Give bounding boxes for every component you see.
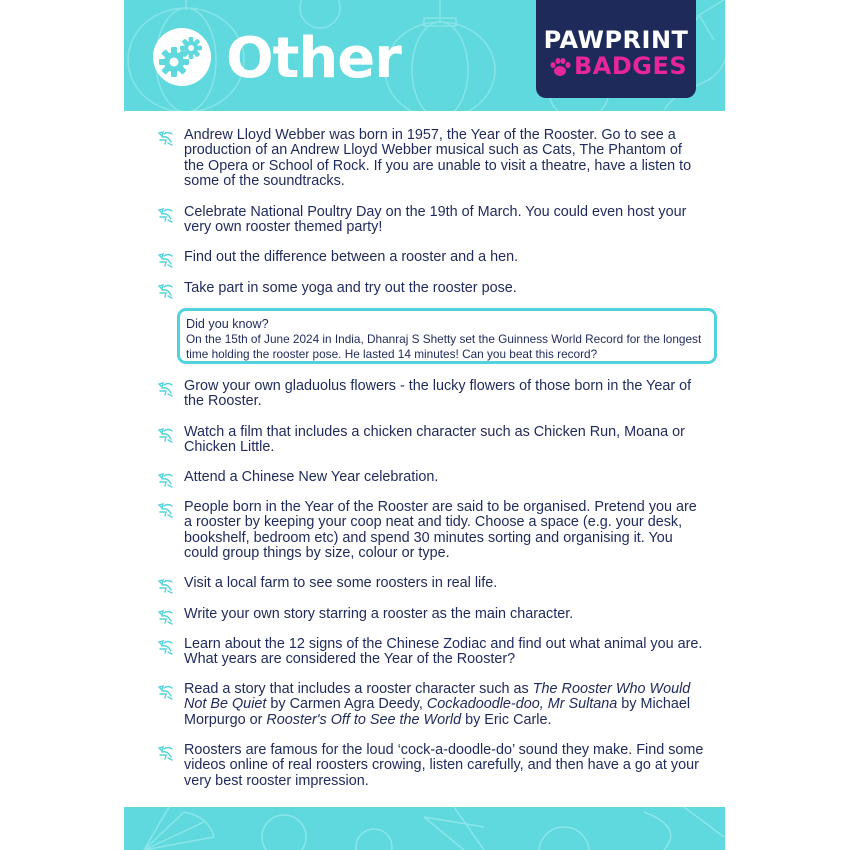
activity-item: Take part in some yoga and try out the rooster pose. <box>184 280 517 296</box>
item-text-part: by Eric Carle. <box>461 711 552 728</box>
paw-icon <box>549 57 571 77</box>
rooster-bullet-icon <box>157 472 174 488</box>
item-text-part: Read a story that includes a rooster character such as <box>184 681 533 697</box>
rooster-bullet-icon <box>157 381 174 397</box>
activity-item <box>184 682 704 728</box>
activity-item: People born in the Year of the Rooster are said to be organised. Pretend you are a rooster by keeping your coop neat and tidy. Choose a space (e.g. your desk, bookshelf, bedroom etc) and spend 30 minutes sorting and organising it. You could group things by size, colour or type. <box>184 499 697 562</box>
book-title: Cockadoodle-doo, Mr Sultana <box>426 696 618 713</box>
activity-item: Learn about the 12 signs of the Chinese Zodiac and find out what animal you are. What years are considered the Year of the Rooster? <box>184 636 703 668</box>
activity-item: Watch a film that includes a chicken character such as Chicken Run, Moana or Chicken Little. <box>184 424 685 456</box>
rooster-bullet-icon <box>157 684 174 700</box>
activity-item: Celebrate National Poultry Day on the 19th of March. You could even host your very own rooster themed party! <box>184 204 687 236</box>
item-text-part: by Michael Morpurgo or <box>184 696 691 728</box>
fan-pattern-decoration <box>124 807 725 850</box>
activity-item: Find out the difference between a rooster and a hen. <box>184 249 519 265</box>
page-title: Other <box>226 26 401 91</box>
rooster-bullet-icon <box>157 427 174 443</box>
did-you-know-box <box>177 308 717 364</box>
rooster-bullet-icon <box>157 502 174 518</box>
item-text-part: by Carmen Agra Deedy, <box>266 696 427 713</box>
logo-text-line1: PAWPRINT <box>543 26 689 54</box>
activity-item: Visit a local farm to see some roosters in real life. <box>184 575 498 591</box>
pawprint-badges-logo <box>536 0 696 98</box>
gears-icon <box>153 28 211 86</box>
rooster-bullet-icon <box>157 283 174 299</box>
book-title: The Rooster Who Would Not Be Quiet <box>184 681 691 713</box>
rooster-bullet-icon <box>157 639 174 655</box>
rooster-bullet-icon <box>157 252 174 268</box>
activity-item: Write your own story starring a rooster as the main character. <box>184 606 574 622</box>
rooster-bullet-icon <box>157 609 174 625</box>
activity-item: Andrew Lloyd Webber was born in 1957, the Year of the Rooster. Go to see a production of an Andrew Lloyd Webber musical such as Cats, The Phantom of the Opera or School of Rock. If you are unable to visit a theatre, have a listen to some of the soundtracks. <box>184 127 692 190</box>
activity-item: Roosters are famous for the loud ‘cock-a-doodle-do’ sound they make. Find some videos online of real roosters crowing, listen carefully, and then have a go at your very best rooster impression. <box>184 742 704 789</box>
did-you-know-text: On the 15th of June 2024 in India, Dhanraj S Shetty set the Guinness World Record for the longest time holding the rooster pose. He lasted 14 minutes! Can you beat this record? <box>186 332 702 361</box>
rooster-bullet-icon <box>157 745 174 761</box>
did-you-know-title: Did you know? <box>186 317 269 331</box>
book-title: Rooster's Off to See the World <box>266 711 462 728</box>
rooster-bullet-icon <box>157 207 174 223</box>
activity-item: Attend a Chinese New Year celebration. <box>184 469 439 485</box>
header-banner <box>124 0 725 111</box>
rooster-bullet-icon <box>157 130 174 146</box>
activity-sheet <box>124 0 725 850</box>
footer-banner <box>124 807 725 850</box>
logo-text-line2: BADGES <box>574 52 688 80</box>
activity-item: Grow your own gladuolus flowers - the lucky flowers of those born in the Year of the Rooster. <box>184 378 692 410</box>
rooster-bullet-icon <box>157 578 174 594</box>
